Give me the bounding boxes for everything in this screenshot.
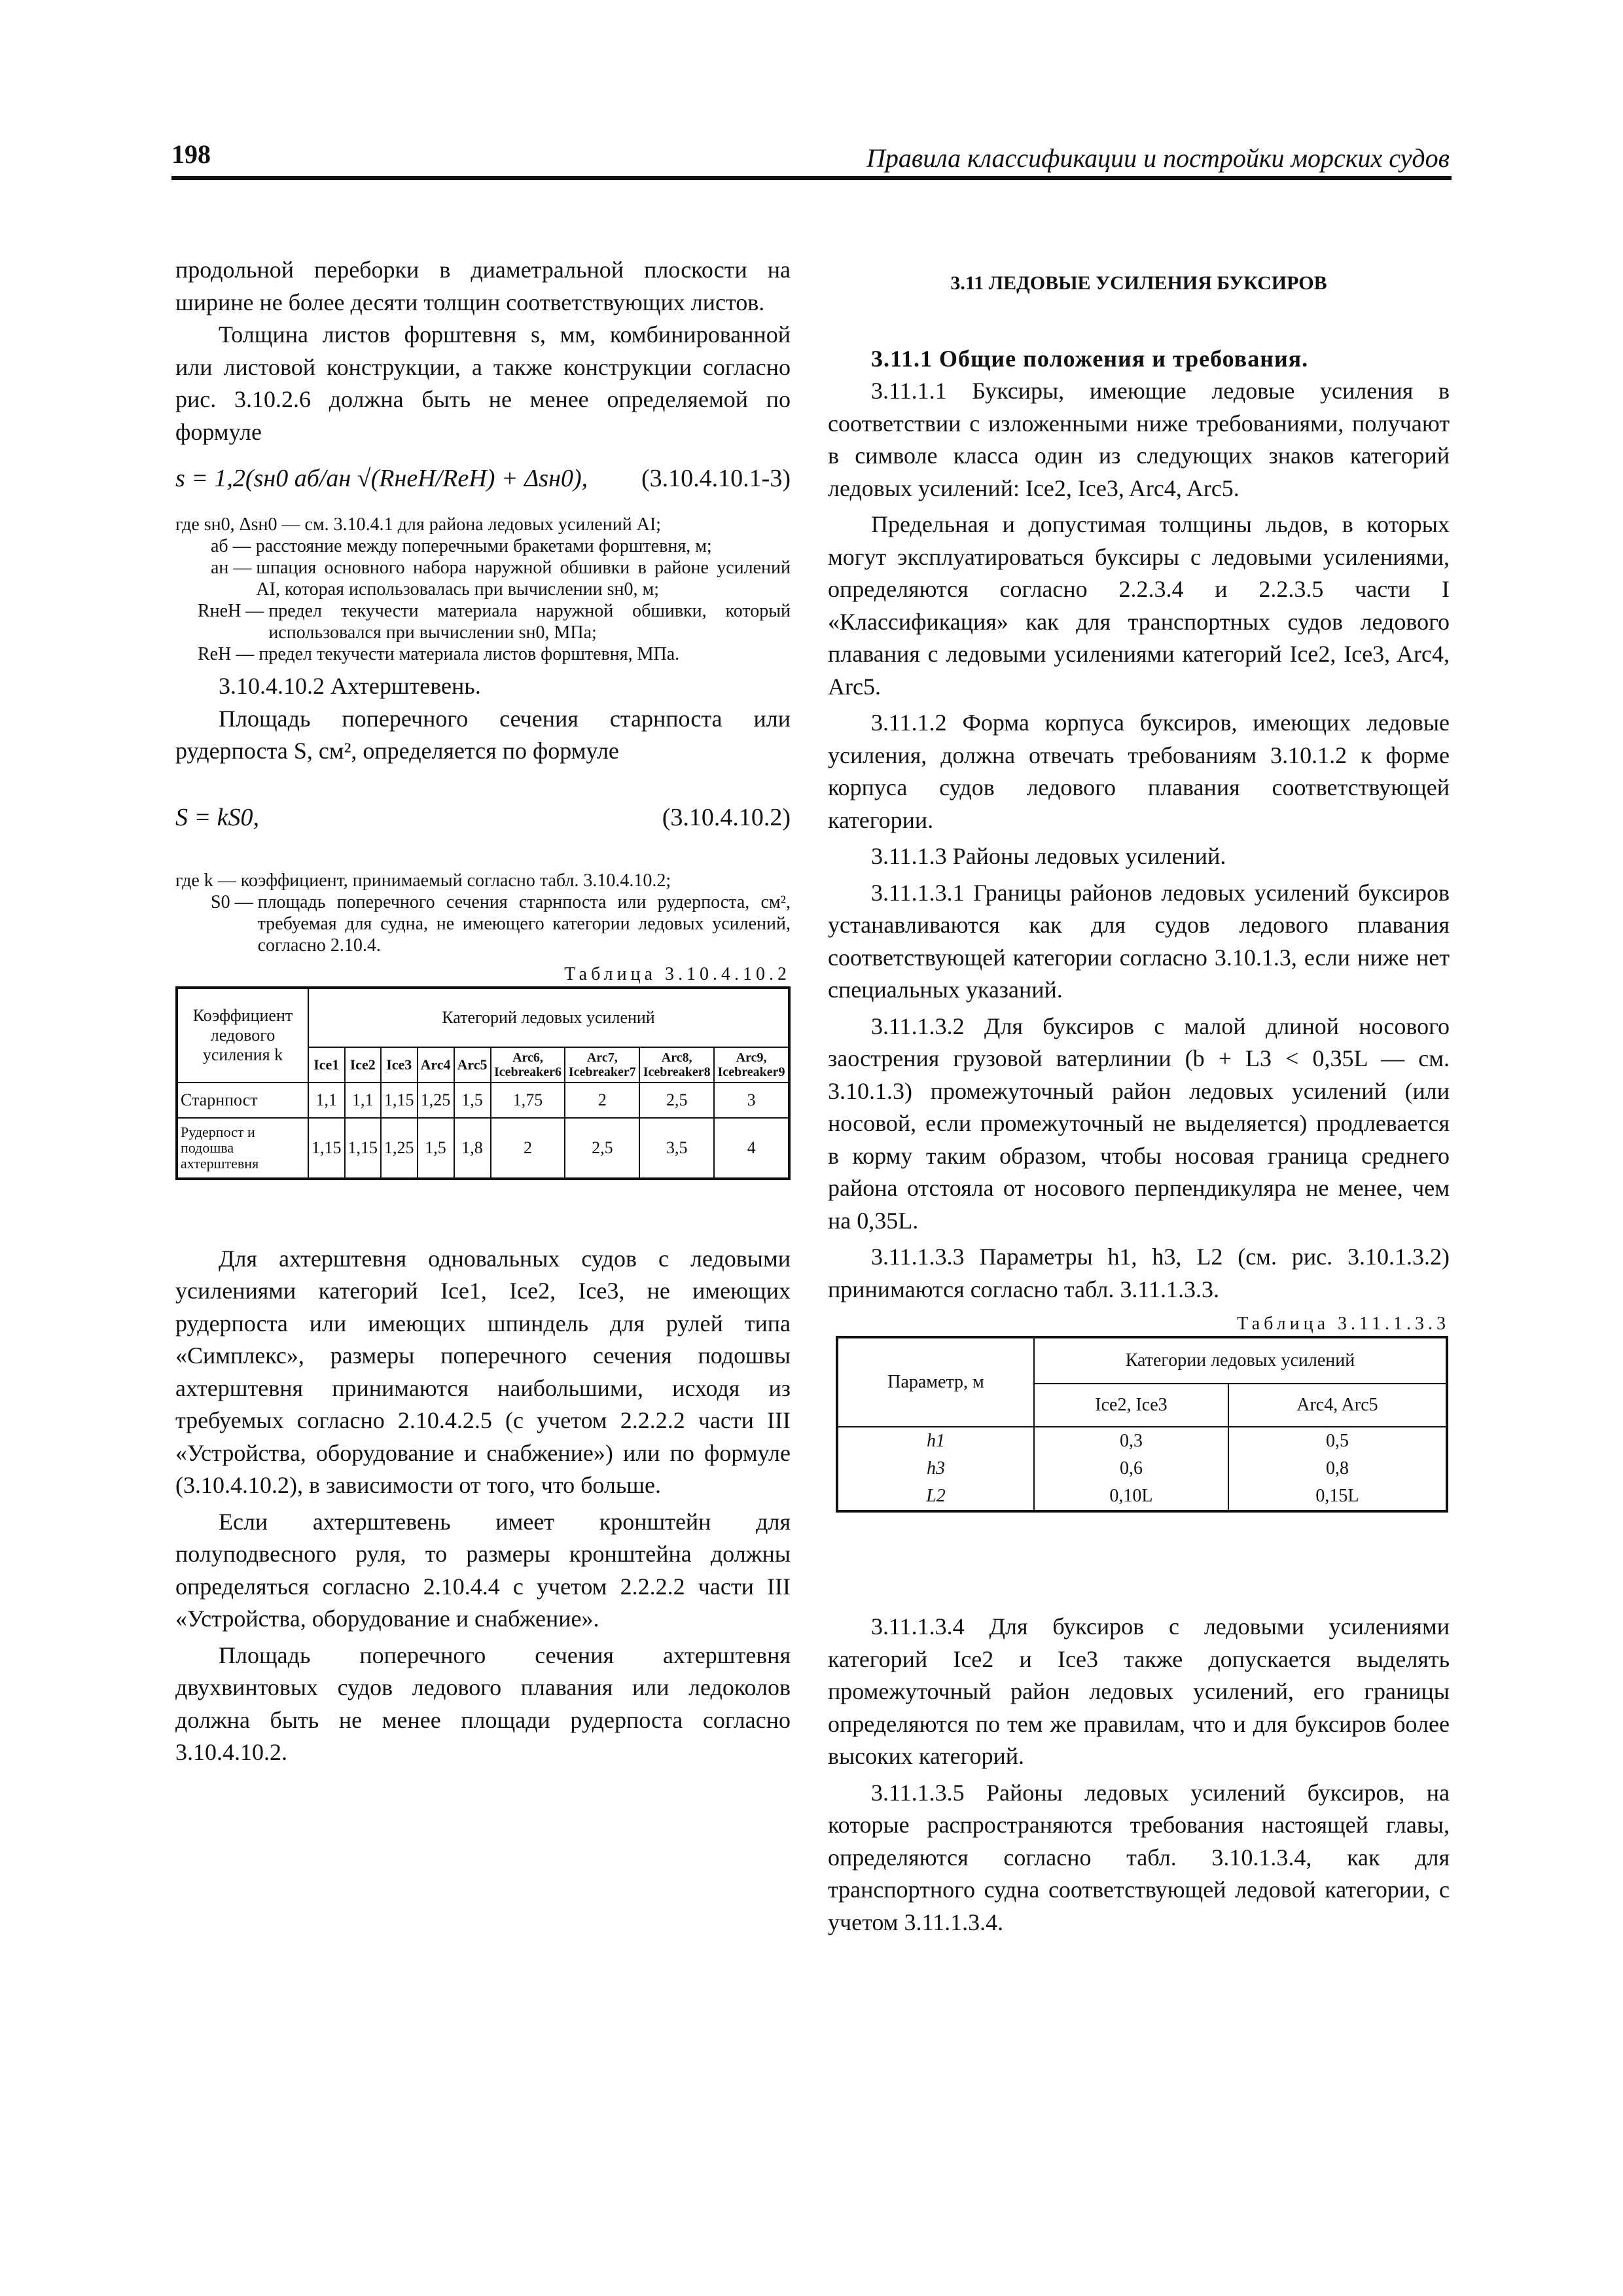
formula-number: (3.10.4.10.1-3) <box>641 465 791 492</box>
table-row: Старнпост 1,1 1,1 1,15 1,25 1,5 1,75 2 2,5 3 <box>177 1083 789 1118</box>
column-header: Ice2, Ice3 <box>1034 1384 1228 1427</box>
table-row: h1 0,3 0,5 <box>837 1427 1447 1455</box>
where-item: aн — шпация основного набора наружной обшивки в районе усилений AI, которая использовалась при вычислении sн0, м; <box>211 558 791 600</box>
paragraph: Предельная и допустимая толщины льдов, в которых могут эксплуатироваться буксиры с ледовыми усилениями, определяются согласно 2.2.3.4 и 2.2.3.5 части I «Классификация» как для транспортных судов ледового плавания с ледовыми усилениями категорий Ice2, Ice3, Arc4, Arc5. <box>828 511 1450 700</box>
column-header: Arc5 <box>454 1047 491 1083</box>
column-header: Arc4 <box>418 1047 454 1083</box>
table-corner-header: Коэффициент ледового усиления k <box>177 988 308 1083</box>
column-header: Ice1 <box>308 1047 345 1083</box>
column-header: Arc9, Icebreaker9 <box>714 1047 789 1083</box>
paragraph: 3.11.1.3.3 Параметры h1, h3, L2 (см. рис. 3.10.1.3.2) принимаются согласно табл. 3.11.1.3.3. <box>828 1244 1450 1302</box>
right-column <box>828 254 1450 1939</box>
paragraph: Если ахтерштевень имеет кронштейн для полуподвесного руля, то размеры кронштейна должны определяться согласно 2.10.4.4 с учетом 2.2.2.2 части III «Устройства, оборудование и снабжение». <box>175 1508 791 1632</box>
table-caption: Таблица 3.11.1.3.3 <box>1237 1314 1450 1334</box>
table-row: h3 0,6 0,8 <box>837 1455 1447 1482</box>
where-item: где sн0, Δsн0 — см. 3.10.4.1 для района ледовых усилений AI; <box>175 514 661 535</box>
paragraph: Площадь поперечного сечения старнпоста или рудерпоста S, см², определяется по формуле <box>175 705 791 764</box>
formula-number: (3.10.4.10.2) <box>662 803 791 831</box>
paragraph: 3.11.1.3 Районы ледовых усилений. <box>871 843 1226 869</box>
table-group-header: Категорий ледовых усилений <box>308 988 789 1047</box>
header-rule <box>171 176 1452 180</box>
where-item: ReH — предел текучести материала листов форштевня, МПа. <box>198 644 680 664</box>
left-column <box>175 254 791 1769</box>
where-item: S0 — площадь поперечного сечения старнпоста или рудерпоста, см², требуемая для судна, не имеющего категории ледовых усилений, согласно 2.10.4. <box>211 891 791 956</box>
paragraph: 3.11.1.3.5 Районы ледовых усилений буксиров, на которые распространяются требования настоящей главы, определяются согласно табл. 3.10.1.3.4, как для транспортного судна соответствующей ледовой категории, с учетом 3.11.1.3.4. <box>828 1779 1450 1935</box>
paragraph: Толщина листов форштевня s, мм, комбинированной или листовой конструкции, а также конструкции согласно рис. 3.10.2.6 должна быть не менее определяемой по формуле <box>175 321 791 445</box>
formula-expression: S = kS0, <box>175 803 260 831</box>
section-title: 3.11 ЛЕДОВЫЕ УСИЛЕНИЯ БУКСИРОВ <box>950 272 1327 294</box>
column-header: Ice2 <box>345 1047 382 1083</box>
where-item: RнeH — предел текучести материала наружной обшивки, который использовался при вычислении sн0, МПа; <box>198 601 791 643</box>
where-item: aб — расстояние между поперечными бракетами форштевня, м; <box>211 536 712 556</box>
table-caption: Таблица 3.10.4.10.2 <box>564 963 791 984</box>
formula-3-10-4-10-2 <box>175 768 791 853</box>
paragraph: Площадь поперечного сечения ахтерштевня двухвинтовых судов ледового плавания или ледоколов должна быть не менее площади рудерпоста согласно 3.10.4.10.2. <box>175 1641 791 1765</box>
table-group-header: Категории ледовых усилений <box>1034 1337 1447 1384</box>
column-header: Arc4, Arc5 <box>1228 1384 1447 1427</box>
paragraph: 3.11.1.3.1 Границы районов ледовых усилений буксиров устанавливаются как для судов ледового плавания соответствующей категории согласно 3.10.1.3, если ниже нет специальных указаний. <box>828 879 1450 1003</box>
table-row: L2 0,10L 0,15L <box>837 1482 1447 1511</box>
paragraph: Для ахтерштевня одновальных судов с ледовыми усилениями категорий Ice1, Ice2, Ice3, не имеющих рудерпоста или имеющих шпиндель для рулей типа «Симплекс», размеры поперечного сечения подошвы ахтерштевня принимаются наибольшими, исходя из требуемых согласно 2.10.4.2.5 (с учетом 2.2.2.2 части III «Устройства, оборудование и снабжение») или по формуле (3.10.4.10.2), в зависимости от того, что больше. <box>175 1245 791 1498</box>
paragraph: 3.11.1.1 Буксиры, имеющие ледовые усиления в соответствии с изложенными ниже требованиями, получают в символе класса один из следующих знаков категорий ледовых усилений: Ice2, Ice3, Arc4, Arc5. <box>828 378 1450 501</box>
where-list <box>175 870 791 956</box>
table-3-11-1-3-3 <box>836 1336 1448 1513</box>
where-list <box>175 514 791 665</box>
running-title: Правила классификации и постройки морских судов <box>866 143 1450 173</box>
column-header: Ice3 <box>381 1047 418 1083</box>
subsection-heading: 3.11.1 Общие положения и требования. <box>871 345 1309 372</box>
column-header: Arc7, Icebreaker7 <box>565 1047 639 1083</box>
formula-expression: s = 1,2(sн0 aб/aн √(RнeH/ReH) + Δsн0), <box>175 465 588 492</box>
table-row: Рудерпост и подошва ахтерштевня 1,15 1,15 1,25 1,5 1,8 2 2,5 3,5 4 <box>177 1118 789 1179</box>
paragraph: 3.11.1.2 Форма корпуса буксиров, имеющих ледовые усиления, должна отвечать требованиям 3.10.1.2 к форме корпуса судов ледового плавания соответствующей категории. <box>828 709 1450 833</box>
column-header: Arc6, Icebreaker6 <box>491 1047 565 1083</box>
page-number: 198 <box>171 139 211 169</box>
subsection-heading: 3.10.4.10.2 Ахтерштевень. <box>219 673 481 699</box>
paragraph: продольной переборки в диаметральной плоскости на ширине не более десяти толщин соответствующих листов. <box>175 257 791 315</box>
paragraph: 3.11.1.3.2 Для буксиров с малой длиной носового заострения грузовой ватерлинии (b + L3 < 0,35L — см. 3.10.1.3) промежуточный район ледовых усилений (или носовой, если промежуточный не выделяется) продлевается в корму таким образом, чтобы носовая граница среднего района отстояла от носового перпендикуляра не менее, чем на 0,35L. <box>828 1013 1450 1234</box>
table-param-header: Параметр, м <box>837 1337 1034 1427</box>
column-header: Arc8, Icebreaker8 <box>639 1047 714 1083</box>
table-3-10-4-10-2 <box>175 986 791 1180</box>
formula-3-10-4-10-1-3 <box>175 448 791 511</box>
paragraph: 3.11.1.3.4 Для буксиров с ледовыми усилениями категорий Ice2 и Ice3 также допускается выделять промежуточный район ледовых усилений, его границы определяются по тем же правилам, что и для буксиров более высоких категорий. <box>828 1613 1450 1769</box>
where-item: где k — коэффициент, принимаемый согласно табл. 3.10.4.10.2; <box>175 870 671 891</box>
